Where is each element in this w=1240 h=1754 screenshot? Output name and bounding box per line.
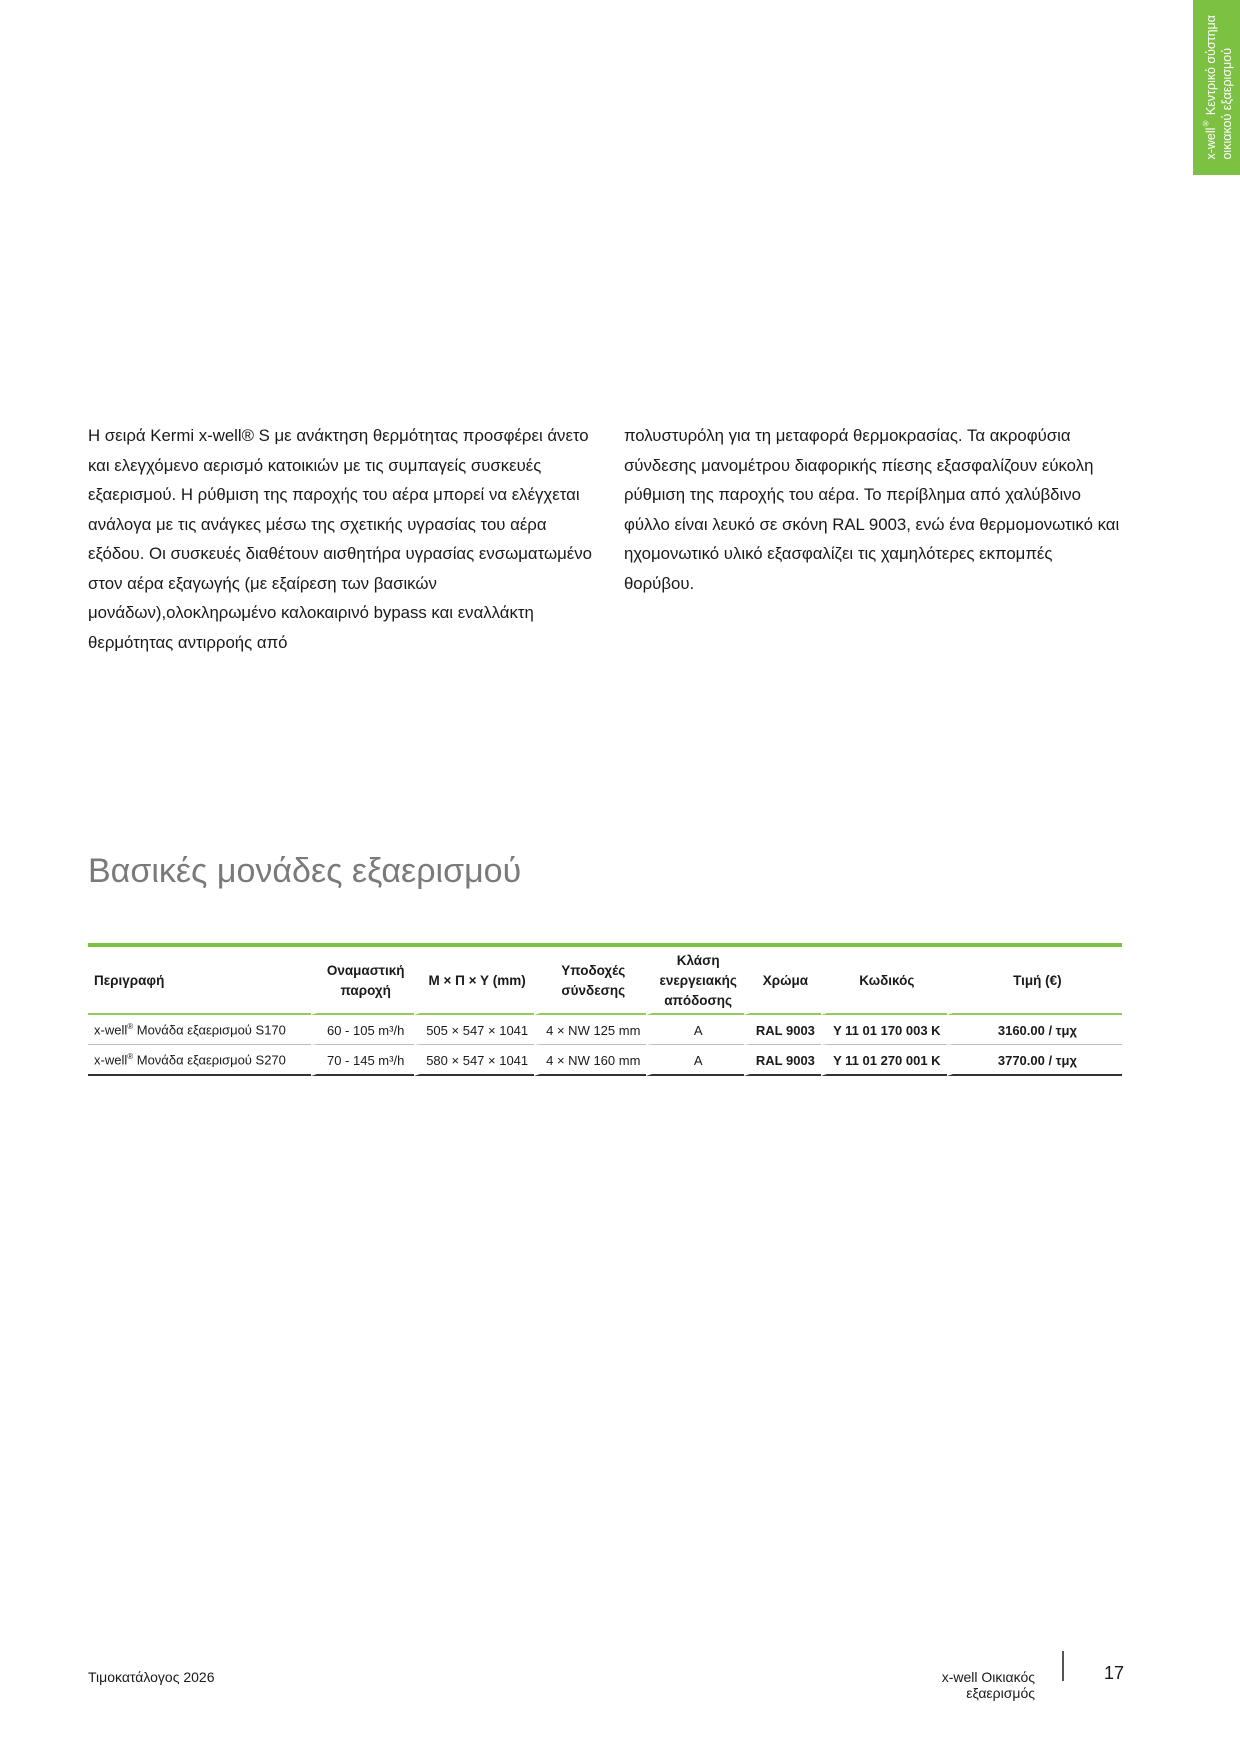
side-tab-label: x-well® Κεντρικό σύστημα οικιακού εξαερισμού xyxy=(1200,15,1235,160)
footer-divider xyxy=(1062,1651,1064,1681)
header-price: Τιμή (€) xyxy=(947,947,1122,1015)
table-row xyxy=(88,1015,1122,1045)
row-flow: 70 - 145 m³/h xyxy=(311,1045,414,1076)
footer-catalog-label: Τιμοκατάλογος 2026 xyxy=(88,1669,215,1685)
footer-section-label: x-well Οικιακός εξαερισμός xyxy=(941,1669,1035,1701)
intro-text xyxy=(88,421,1123,657)
header-energy-class: Κλάση ενεργειακής απόδοσης xyxy=(646,947,743,1015)
row-description: x-well® Μονάδα εξαερισμού S270 xyxy=(88,1045,311,1076)
header-color: Χρώμα xyxy=(744,947,821,1015)
section-title: Βασικές μονάδες εξαερισμού xyxy=(88,852,522,890)
row-dimensions: 580 × 547 × 1041 xyxy=(414,1045,534,1076)
row-description: x-well® Μονάδα εξαερισμού S170 xyxy=(88,1015,311,1045)
row-energy-class: A xyxy=(646,1015,743,1045)
row-price: 3770.00 / τμχ xyxy=(947,1045,1122,1076)
header-dimensions: Μ × Π × Υ (mm) xyxy=(414,947,534,1015)
header-connections: Υποδοχές σύνδεσης xyxy=(534,947,646,1015)
row-dimensions: 505 × 547 × 1041 xyxy=(414,1015,534,1045)
page-number: 17 xyxy=(1104,1663,1125,1683)
row-flow: 60 - 105 m³/h xyxy=(311,1015,414,1045)
row-code: Y 11 01 170 003 K xyxy=(821,1015,947,1045)
row-energy-class: A xyxy=(646,1045,743,1076)
row-code: Y 11 01 270 001 K xyxy=(821,1045,947,1076)
price-table xyxy=(88,943,1122,1076)
row-price: 3160.00 / τμχ xyxy=(947,1015,1122,1045)
header-description: Περιγραφή xyxy=(88,947,311,1015)
row-color: RAL 9003 xyxy=(744,1015,821,1045)
intro-paragraph-right: πολυστυρόλη για τη μεταφορά θερμοκρασίας. Τα ακροφύσια σύνδεσης μανομέτρου διαφορικής πίεσης εξασφαλίζουν εύκολη ρύθμιση της παροχής του αέρα. Το περίβλημα από χαλύβδινο φύλλο είναι λευκό σε σκόνη RAL 9003, ενώ ένα θερμομονωτικό και ηχομονωτικό υλικό εξασφαλίζει τις χαμηλότερες εκπομπές θορύβου. xyxy=(623,426,1120,593)
table-header-row xyxy=(88,947,1122,1015)
row-connections: 4 × NW 160 mm xyxy=(534,1045,646,1076)
header-code: Κωδικός xyxy=(821,947,947,1015)
row-connections: 4 × NW 125 mm xyxy=(534,1015,646,1045)
intro-paragraph-left: Η σειρά Kermi x-well® S με ανάκτηση θερμότητας προσφέρει άνετο και ελεγχόμενο αερισμό κατοικιών με τις συμπαγείς συσκευές εξαερισμού. Η ρύθμιση της παροχής του αέρα μπορεί να ελέγχεται ανάλογα με τις ανάγκες μέσω της σχετικής υγρασίας του αέρα εξόδου. Οι συσκευές διαθέτουν αισθητήρα υγρασίας ενσωματωμένο στον αέρα εξαγωγής (με εξαίρεση των βασικών μονάδων),ολοκληρωμένο καλοκαιρινό bypass και εναλλάκτη θερμότητας αντιρροής από xyxy=(88,426,592,652)
header-flow: Οναμαστική παροχή xyxy=(311,947,414,1015)
row-color: RAL 9003 xyxy=(744,1045,821,1076)
section-side-tab xyxy=(1193,0,1240,175)
intro-column-left xyxy=(88,421,594,657)
table-row xyxy=(88,1045,1122,1076)
intro-column-right xyxy=(624,421,1123,657)
